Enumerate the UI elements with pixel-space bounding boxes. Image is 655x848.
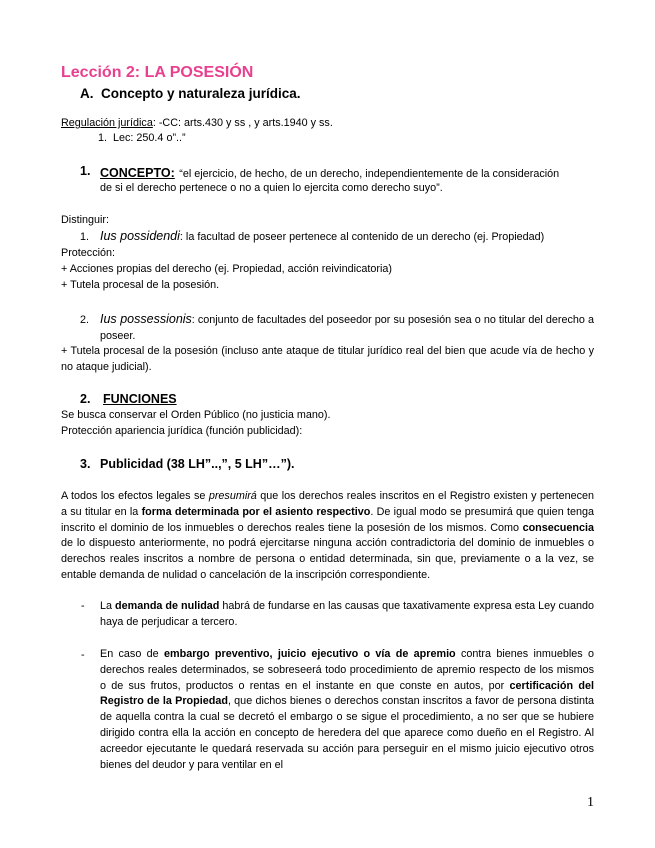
ius-possessionis-term: Ius possessionis <box>100 312 192 326</box>
dash-item-1 <box>100 599 594 631</box>
concepto-label: CONCEPTO: <box>100 166 175 180</box>
section-a-heading <box>80 86 301 101</box>
proteccion-bullet-3: + Tutela procesal de la posesión (incluso ante ataque de titular jurídico real del bien que acude vía de hecho y no ataque judicial). <box>61 345 594 373</box>
publicidad-num: 3. <box>80 457 91 471</box>
paragraph-text-1: A todos los efectos legales se <box>61 490 209 502</box>
paragraph-text-2: que los derechos reales inscritos en el Registro existen y pertenecen a su titular en la <box>61 490 595 518</box>
concepto-text-2: de si el derecho pertenece o no a quien lo ejercita como derecho suyo”. <box>100 182 443 194</box>
funciones-num: 2. <box>80 392 91 406</box>
ius-possessionis-text: : conjunto de facultades del poseedor por su posesión sea o no titular del derecho a poseer. <box>100 314 594 342</box>
paragraph-bold-consecuencia: consecuencia <box>522 521 594 534</box>
proteccion-label: Protección: <box>61 247 116 259</box>
distinguir-item1 <box>100 229 544 246</box>
ius-possidendi-term: Ius possidendi <box>100 229 180 243</box>
funciones-line-1: Se busca conservar el Orden Público (no justicia mano). <box>61 409 331 421</box>
funciones-line-2: Protección apariencia jurídica (función publicidad): <box>61 425 303 437</box>
dash2-text-1: En caso de <box>100 648 164 660</box>
concepto-num: 1. <box>80 164 91 178</box>
distinguir-label: Distinguir: <box>61 214 110 226</box>
dash1-text-1: La <box>100 600 116 612</box>
distinguir-item1-num: 1. <box>80 231 90 243</box>
regulacion-item-text: Lec: 250.4 o”..” <box>113 132 186 144</box>
dash2-text-3: , que dichos bienes o derechos constan inscritos a favor de persona distinta de aquella contra la cual se decretó el embargo o se sigue el procedimiento, a no ser que se hubiere dirigido contra ella la acción en concepto de heredera del que aparece como dueño en el Registro. Al acreedor ejecutante le quedará reservada su acción para perseguir en el mismo juicio ejecutivo otros bienes del deudor y para ventilar en el <box>100 695 594 771</box>
page-number: 1 <box>587 795 594 810</box>
proteccion-bullet-2: + Tutela procesal de la posesión. <box>61 279 220 291</box>
publicidad-paragraph <box>61 489 594 584</box>
concepto-text-1: “el ejercicio, de hecho, de un derecho, independientemente de la consideración <box>179 168 560 180</box>
dash-item-2 <box>100 647 594 773</box>
publicidad-label: Publicidad (38 LH”..,”, 5 LH”…”). <box>100 457 295 471</box>
regulacion-label: Regulación jurídica <box>61 117 153 129</box>
dash-marker-2: - <box>81 649 85 661</box>
proteccion-bullet-1: + Acciones propias del derecho (ej. Propiedad, acción reivindicatoria) <box>61 263 392 275</box>
lesson-title: Lección 2: LA POSESIÓN <box>61 64 254 81</box>
paragraph-bold-forma: forma determinada por el asiento respectivo <box>141 505 371 518</box>
dash2-bold-certificacion: certificación del Registro de la Propiedad <box>100 679 594 708</box>
dash1-bold-demanda: demanda de nulidad <box>115 600 220 612</box>
dash1-text-2: habrá de fundarse en las causas que taxativamente expresa esta Ley cuando haya de perjudicar a tercero. <box>100 600 594 628</box>
dash-marker-1: - <box>81 600 85 612</box>
paragraph-emphasis-presumira: presumirá <box>208 490 257 502</box>
regulacion-item-num: 1. <box>98 132 108 144</box>
concepto-line1 <box>100 164 559 183</box>
distinguir-item2 <box>100 312 594 345</box>
section-a-marker: A. <box>80 86 94 101</box>
distinguir-item2-num: 2. <box>80 314 90 326</box>
section-a-text: Concepto y naturaleza jurídica. <box>101 86 301 101</box>
dash2-text-2: contra bienes inmuebles o derechos reales determinados, se sobreseerá todo procedimiento de apremio respecto de los mismos o de sus frutos, productos o rentas en el instante en que conste en autos, por <box>100 648 595 692</box>
dash2-bold-embargo: embargo preventivo, juicio ejecutivo o vía de apremio <box>164 648 456 660</box>
regulacion-item <box>98 131 186 147</box>
funciones-label: FUNCIONES <box>103 392 177 406</box>
paragraph-text-4: de lo dispuesto anteriormente, no podrá ejercitarse ninguna acción contradictoria del dominio de inmuebles o derechos reales inscritos a nombre de persona o entidad determinada, sin que, previamente o a la vez, se entable demanda de nulidad o cancelación de la inscripción correspondiente. <box>61 537 594 581</box>
paragraph-text-3: . De igual modo se presumirá que quien tenga inscrito el dominio de los inmuebles o derechos reales tiene la posesión de los mismos. Como <box>61 505 594 534</box>
regulacion-line <box>61 116 333 132</box>
ius-possidendi-text: : la facultad de poseer pertenece al contenido de un derecho (ej. Propiedad) <box>179 231 545 243</box>
regulacion-text: : -CC: arts.430 y ss , y arts.1940 y ss. <box>152 117 333 129</box>
